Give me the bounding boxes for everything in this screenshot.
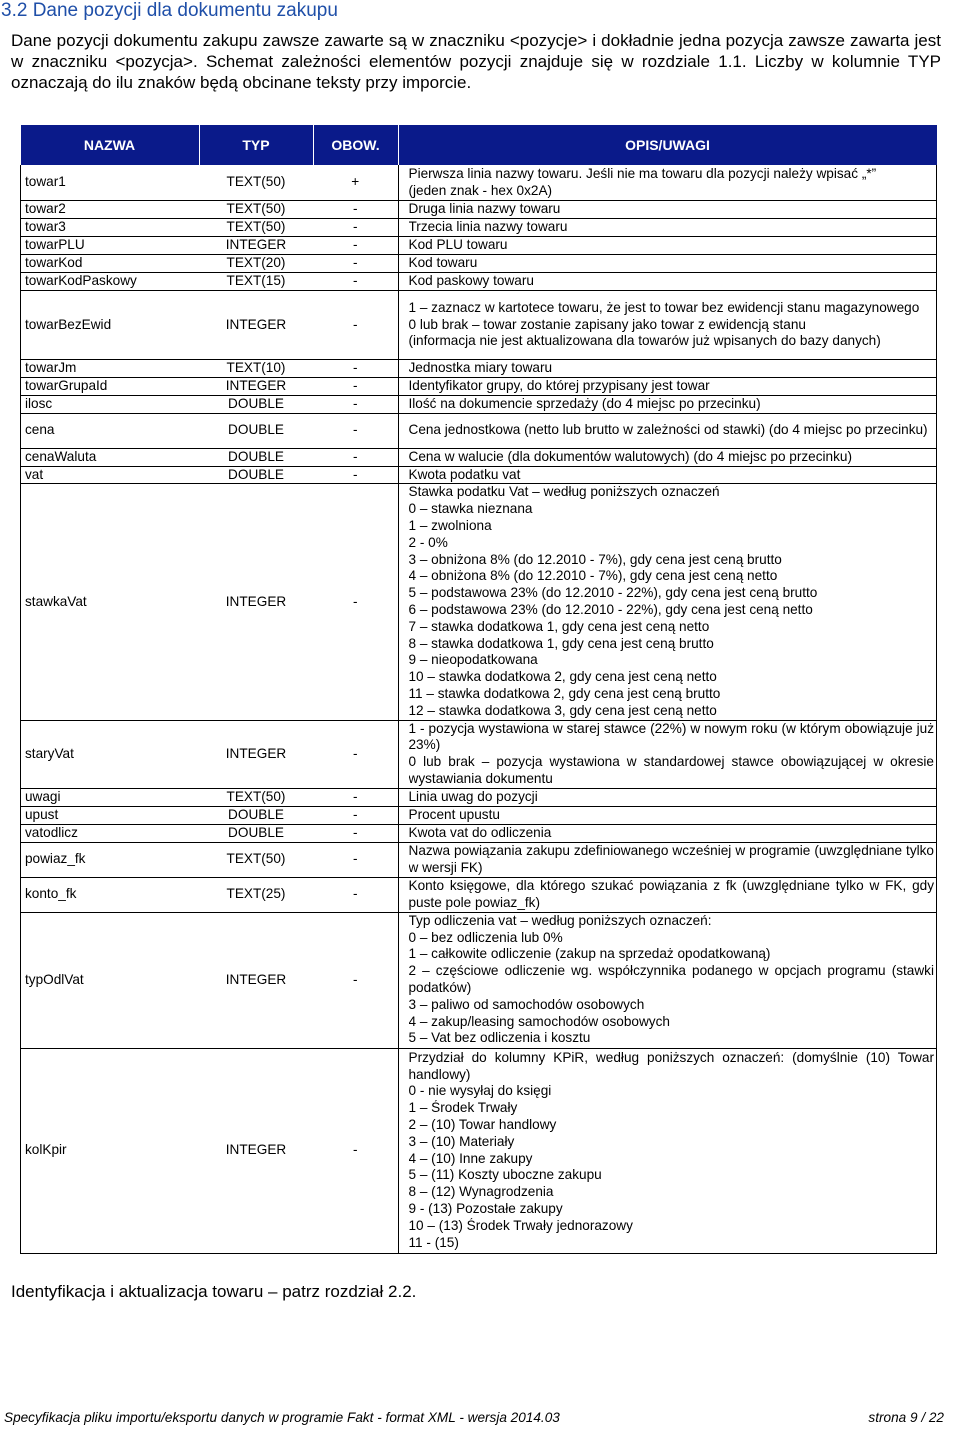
field-description-cell — [398, 201, 937, 219]
field-type-cell: DOUBLE — [199, 448, 313, 466]
table-row — [21, 877, 937, 912]
field-type-cell: DOUBLE — [199, 806, 313, 824]
field-required-cell: - — [313, 824, 398, 842]
field-type-cell: INTEGER — [199, 484, 313, 720]
description-line: Nazwa powiązania zakupu zdefiniowanego wcześniej w programie (uwzględniane tylko w wersji FK) — [408, 842, 934, 875]
field-required-cell: - — [313, 255, 398, 273]
field-name-cell: konto_fk — [21, 877, 200, 912]
field-required-cell: - — [313, 806, 398, 824]
description-line: Konto księgowe, dla którego szukać powiązania z fk (uwzględniane tylko w FK, gdy puste pole powiaz_fk) — [408, 877, 934, 910]
table-row — [21, 237, 937, 255]
field-name-cell: vat — [21, 466, 200, 484]
field-name-cell: towar3 — [21, 219, 200, 237]
table-row — [21, 1048, 937, 1253]
field-description-cell — [398, 720, 937, 788]
description-line: Kod towaru — [408, 255, 478, 271]
field-description-cell — [398, 824, 937, 842]
description-line: 4 – zakup/leasing samochodów osobowych — [408, 1013, 670, 1029]
field-description-cell — [398, 788, 937, 806]
description-line: Stawka podatku Vat – według poniższych oznaczeń — [408, 484, 720, 500]
field-type-cell: DOUBLE — [199, 466, 313, 484]
description-line: 1 – Środek Trwały — [408, 1100, 518, 1116]
field-name-cell: towarJm — [21, 360, 200, 378]
field-description-cell — [398, 165, 937, 201]
field-type-cell: INTEGER — [199, 378, 313, 396]
fields-table — [20, 125, 937, 1254]
table-row — [21, 484, 937, 720]
description-line: Przydział do kolumny KPiR, według poniższych oznaczeń: (domyślnie (10) Towar handlowy) — [408, 1049, 934, 1082]
description-line: 8 – (12) Wynagrodzenia — [408, 1184, 554, 1200]
field-description-cell — [398, 291, 937, 360]
table-row — [21, 201, 937, 219]
description-line: Typ odliczenia vat – według poniższych oznaczeń: — [408, 912, 712, 928]
field-name-cell: upust — [21, 806, 200, 824]
description-line: 10 – stawka dodatkowa 2, gdy cena jest ceną netto — [408, 669, 717, 685]
table-row — [21, 720, 937, 788]
field-description-cell — [398, 378, 937, 396]
field-required-cell: + — [313, 165, 398, 201]
description-line: (informacja nie jest aktualizowana dla towarów już wpisanych do bazy danych) — [408, 333, 881, 349]
description-line: Kod PLU towaru — [408, 237, 508, 253]
field-description-cell — [398, 219, 937, 237]
field-description-cell — [398, 484, 937, 720]
field-name-cell: powiaz_fk — [21, 842, 200, 877]
field-type-cell: DOUBLE — [199, 824, 313, 842]
header-name: NAZWA — [21, 125, 200, 165]
header-description: OPIS/UWAGI — [398, 125, 937, 165]
field-required-cell: - — [313, 201, 398, 219]
description-line: Kod paskowy towaru — [408, 273, 534, 289]
description-line: 4 – obniżona 8% (do 12.2010 - 7%), gdy cena jest ceną netto — [408, 568, 778, 584]
table-row — [21, 219, 937, 237]
section-heading — [0, 0, 960, 22]
table-row — [21, 788, 937, 806]
description-line: Linia uwag do pozycji — [408, 788, 538, 804]
field-description-cell — [398, 1048, 937, 1253]
description-line: 1 - pozycja wystawiona w starej stawce (22%) w nowym roku (w którym obowiązuje już 23%) — [408, 720, 934, 753]
table-row — [21, 912, 937, 1048]
field-type-cell: TEXT(50) — [199, 201, 313, 219]
field-name-cell: towarBezEwid — [21, 291, 200, 360]
field-required-cell: - — [313, 912, 398, 1048]
field-name-cell: staryVat — [21, 720, 200, 788]
field-name-cell: towar2 — [21, 201, 200, 219]
description-line: 2 - 0% — [408, 534, 448, 550]
field-name-cell: typOdlVat — [21, 912, 200, 1048]
field-name-cell: uwagi — [21, 788, 200, 806]
description-line: Cena w walucie (dla dokumentów walutowych) (do 4 miejsc po przecinku) — [408, 448, 853, 464]
field-type-cell: TEXT(50) — [199, 788, 313, 806]
field-required-cell: - — [313, 378, 398, 396]
field-description-cell — [398, 273, 937, 291]
field-type-cell: TEXT(50) — [199, 165, 313, 201]
description-line: 7 – stawka dodatkowa 1, gdy cena jest ceną netto — [408, 618, 710, 634]
field-name-cell: cena — [21, 413, 200, 448]
field-description-cell — [398, 466, 937, 484]
field-description-cell — [398, 448, 937, 466]
description-line: 0 – stawka nieznana — [408, 501, 533, 517]
field-description-cell — [398, 413, 937, 448]
table-row — [21, 396, 937, 414]
field-type-cell: INTEGER — [199, 1048, 313, 1253]
field-type-cell: INTEGER — [199, 912, 313, 1048]
description-line: 3 – obniżona 8% (do 12.2010 - 7%), gdy cena jest ceną brutto — [408, 551, 782, 567]
table-row — [21, 806, 937, 824]
field-required-cell: - — [313, 448, 398, 466]
field-required-cell: - — [313, 396, 398, 414]
field-required-cell: - — [313, 273, 398, 291]
field-description-cell — [398, 912, 937, 1048]
table-header-row — [21, 125, 937, 165]
field-name-cell: ilosc — [21, 396, 200, 414]
description-line: 6 – podstawowa 23% (do 12.2010 - 22%), gdy cena jest ceną netto — [408, 601, 813, 617]
description-line: 9 - (13) Pozostałe zakupy — [408, 1200, 563, 1216]
description-line: 0 - nie wysyłaj do księgi — [408, 1083, 552, 1099]
description-line: Procent upustu — [408, 806, 500, 822]
field-type-cell: TEXT(20) — [199, 255, 313, 273]
field-name-cell: kolKpir — [21, 1048, 200, 1253]
identification-note: Identyfikacja i aktualizacja towaru – patrz rozdział 2.2. — [11, 1282, 417, 1301]
field-name-cell: stawkaVat — [21, 484, 200, 720]
description-line: 0 – bez odliczenia lub 0% — [408, 929, 563, 945]
description-line: 1 – zwolniona — [408, 517, 492, 533]
table-row — [21, 360, 937, 378]
table-body — [21, 165, 937, 1253]
field-required-cell: - — [313, 1048, 398, 1253]
field-required-cell: - — [313, 360, 398, 378]
table-row — [21, 255, 937, 273]
footer-page-number: strona 9 / 22 — [868, 1410, 944, 1425]
field-name-cell: towarPLU — [21, 237, 200, 255]
section-title: 3.2 Dane pozycji dla dokumentu zakupu — [1, 0, 338, 21]
description-line: 8 – stawka dodatkowa 1, gdy cena jest ceną brutto — [408, 635, 714, 651]
field-type-cell: TEXT(25) — [199, 877, 313, 912]
description-line: 10 – (13) Środek Trwały jednorazowy — [408, 1217, 633, 1233]
description-line: 5 – Vat bez odliczenia i kosztu — [408, 1030, 591, 1046]
description-line: 1 – całkowite odliczenie (zakup na sprzedaż opodatkowaną) — [408, 946, 771, 962]
field-type-cell: TEXT(10) — [199, 360, 313, 378]
field-name-cell: cenaWaluta — [21, 448, 200, 466]
table-row — [21, 165, 937, 201]
field-description-cell — [398, 237, 937, 255]
table-row — [21, 378, 937, 396]
description-line: Kwota podatku vat — [408, 466, 521, 482]
field-description-cell — [398, 842, 937, 877]
field-description-cell — [398, 255, 937, 273]
header-type: TYP — [199, 125, 313, 165]
field-type-cell: INTEGER — [199, 291, 313, 360]
field-description-cell — [398, 877, 937, 912]
description-line: 4 – (10) Inne zakupy — [408, 1150, 533, 1166]
description-line: 5 – (11) Koszty uboczne zakupu — [408, 1167, 602, 1183]
field-required-cell: - — [313, 877, 398, 912]
table-row — [21, 413, 937, 448]
description-line: Ilość na dokumencie sprzedaży (do 4 miejsc po przecinku) — [408, 396, 761, 411]
field-type-cell: TEXT(50) — [199, 219, 313, 237]
field-name-cell: towarGrupaId — [21, 378, 200, 396]
field-required-cell: - — [313, 484, 398, 720]
field-name-cell: vatodlicz — [21, 824, 200, 842]
field-required-cell: - — [313, 466, 398, 484]
field-required-cell: - — [313, 237, 398, 255]
description-line: 1 – zaznacz w kartotece towaru, że jest to towar bez ewidencji stanu magazynowego — [408, 299, 920, 315]
description-line: 3 – (10) Materiały — [408, 1133, 515, 1149]
table-row — [21, 448, 937, 466]
description-line: 11 – stawka dodatkowa 2, gdy cena jest ceną brutto — [408, 685, 721, 701]
header-required: OBOW. — [313, 125, 398, 165]
table-row — [21, 273, 937, 291]
footer-document-title: Specyfikacja pliku importu/eksportu danych w programie Fakt - format XML - wersja 2014.03 — [4, 1410, 560, 1425]
field-type-cell: TEXT(50) — [199, 842, 313, 877]
description-line: 2 – częściowe odliczenie wg. współczynnika podanego w opcjach programu (stawki podatków) — [408, 963, 934, 996]
description-line: (jeden znak - hex 0x2A) — [408, 182, 553, 198]
field-required-cell: - — [313, 413, 398, 448]
field-description-cell — [398, 360, 937, 378]
description-line: 5 – podstawowa 23% (do 12.2010 - 22%), gdy cena jest ceną brutto — [408, 585, 818, 601]
description-line: Trzecia linia nazwy towaru — [408, 219, 568, 235]
description-line: Pierwsza linia nazwy towaru. Jeśli nie ma towaru dla pozycji należy wpisać „*” — [408, 165, 877, 181]
field-name-cell: towar1 — [21, 165, 200, 201]
field-description-cell — [398, 396, 937, 414]
description-line: Jednostka miary towaru — [408, 360, 553, 376]
table-row — [21, 466, 937, 484]
field-required-cell: - — [313, 720, 398, 788]
description-line: 0 lub brak – towar zostanie zapisany jako towar z ewidencją stanu — [408, 316, 806, 332]
field-name-cell: towarKod — [21, 255, 200, 273]
table-row — [21, 824, 937, 842]
description-line: 9 – nieopodatkowana — [408, 652, 538, 668]
description-line: Cena jednostkowa (netto lub brutto w zależności od stawki) (do 4 miejsc po przecinku) — [408, 422, 928, 438]
description-line: Kwota vat do odliczenia — [408, 824, 552, 840]
field-type-cell: INTEGER — [199, 237, 313, 255]
field-type-cell: TEXT(15) — [199, 273, 313, 291]
field-type-cell: DOUBLE — [199, 396, 313, 414]
description-line: 12 – stawka dodatkowa 3, gdy cena jest ceną netto — [408, 702, 717, 718]
field-type-cell: INTEGER — [199, 720, 313, 788]
description-line: Druga linia nazwy towaru — [408, 201, 561, 217]
description-line: 2 – (10) Towar handlowy — [408, 1116, 557, 1132]
field-required-cell: - — [313, 291, 398, 360]
field-required-cell: - — [313, 788, 398, 806]
field-name-cell: towarKodPaskowy — [21, 273, 200, 291]
description-line: 3 – paliwo od samochodów osobowych — [408, 996, 645, 1012]
description-line: Identyfikator grupy, do której przypisany jest towar — [408, 378, 710, 394]
intro-paragraph: Dane pozycji dokumentu zakupu zawsze zawarte są w znaczniku <pozycje> i dokładnie jedna pozycja zawsze zawarta jest w znaczniku <pozycja>. Schemat zależności elementów pozycji znajduje się w rozdziale 1.1. Liczby w kolumnie TYP oznaczają do ilu znaków będą obcinane teksty przy imporcie. — [11, 31, 941, 92]
description-line: 11 - (15) — [408, 1234, 459, 1250]
table-row — [21, 842, 937, 877]
field-required-cell: - — [313, 842, 398, 877]
field-description-cell — [398, 806, 937, 824]
field-required-cell: - — [313, 219, 398, 237]
field-type-cell: DOUBLE — [199, 413, 313, 448]
table-row — [21, 291, 937, 360]
description-line: 0 lub brak – pozycja wystawiona w standardowej stawce obowiązującej w okresie wystawiania dokumentu — [408, 754, 934, 786]
